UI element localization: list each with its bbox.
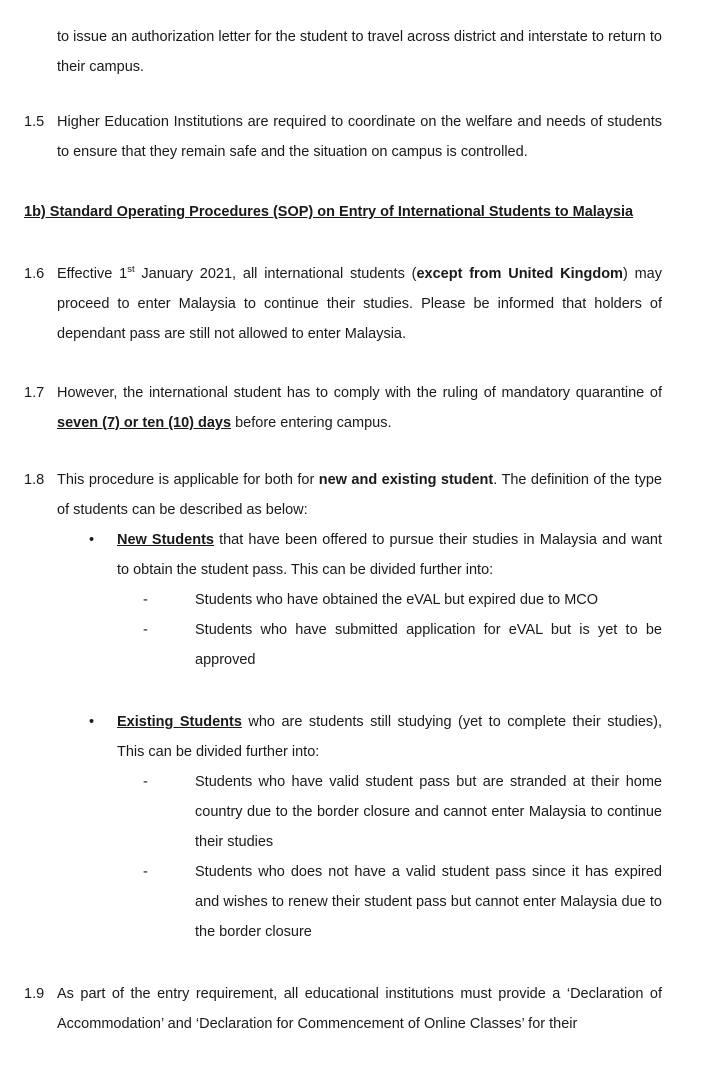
bold-underline-text: New Students [117, 532, 214, 548]
list-item-1-8 [24, 465, 662, 525]
item-number: 1.8 [24, 472, 45, 488]
bullet-item-new-students [24, 525, 662, 585]
item-text [57, 259, 662, 349]
item-text [57, 465, 662, 525]
superscript-ordinal: st [127, 264, 135, 276]
list-item-1-9 [24, 979, 662, 1039]
sub-item-text: Students who have obtained the eVAL but expired due to MCO [195, 592, 599, 608]
text-segment: before entering campus. [231, 415, 392, 431]
item-number: 1.5 [24, 114, 45, 130]
list-item-1-7 [24, 378, 662, 438]
item-number: 1.9 [24, 986, 45, 1002]
text-segment: ) may proceed to enter Malaysia to continue their studies. Please be informed that holders of dependant pass are still not allowed to enter Malaysia. [57, 266, 662, 342]
item-number: 1.6 [24, 266, 45, 282]
dash-marker: - [143, 622, 148, 638]
bold-underline-text: seven (7) or ten (10) days [57, 415, 232, 431]
sub-item-text: Students who does not have a valid student pass since it has expired and wishes to renew their student pass but cannot enter Malaysia due to the border closure [195, 864, 662, 940]
bullet-item-existing-students [24, 707, 662, 767]
bold-text: except from United Kingdom [416, 266, 623, 282]
dash-marker: - [143, 592, 148, 608]
list-item-1-6 [24, 259, 662, 349]
dash-marker: - [143, 864, 148, 880]
sub-item-new-1 [24, 585, 662, 615]
item-number: 1.7 [24, 385, 45, 401]
item-text: As part of the entry requirement, all educational institutions must provide a ‘Declaration of Accommodation’ and ‘Declaration for Commencement of Online Classes’ for their [57, 986, 662, 1032]
list-item-1-5 [24, 107, 662, 167]
bold-text: new and existing student [318, 472, 494, 488]
text-segment: who are students still studying (yet to complete their studies), This can be divided further into: [117, 714, 662, 760]
paragraph-continuation: to issue an authorization letter for the student to travel across district and interstate to return to their campus. [57, 29, 662, 75]
section-heading: 1b) Standard Operating Procedures (SOP) on Entry of International Students to Malaysia [24, 204, 634, 220]
bullet-marker: • [89, 714, 95, 730]
sub-item-text: Students who have submitted application for eVAL but is yet to be approved [195, 622, 662, 668]
sub-item-existing-1 [24, 767, 662, 857]
bullet-text [117, 707, 662, 767]
item-text: Higher Education Institutions are required to coordinate on the welfare and needs of students to ensure that they remain safe and the situation on campus is controlled. [57, 114, 662, 160]
sub-item-new-2 [24, 615, 662, 675]
text-segment: that have been offered to pursue their studies in Malaysia and want to obtain the student pass. This can be divided further into: [117, 532, 662, 578]
sub-item-text: Students who have valid student pass but are stranded at their home country due to the border closure and cannot enter Malaysia to continue their studies [195, 774, 662, 850]
bold-underline-text: Existing Students [117, 714, 242, 730]
text-segment: . The definition of the type of students can be described as below: [57, 472, 662, 518]
text-segment: Effective 1 [57, 266, 128, 282]
dash-marker: - [143, 774, 148, 790]
text-segment: January 2021, all international students ( [134, 266, 417, 282]
text-segment: However, the international student has to comply with the ruling of mandatory quarantine of [57, 385, 662, 401]
item-text [57, 378, 662, 438]
text-segment: This procedure is applicable for both for [57, 472, 319, 488]
sub-item-existing-2 [24, 857, 662, 947]
bullet-marker: • [89, 532, 95, 548]
bullet-text [117, 525, 662, 585]
